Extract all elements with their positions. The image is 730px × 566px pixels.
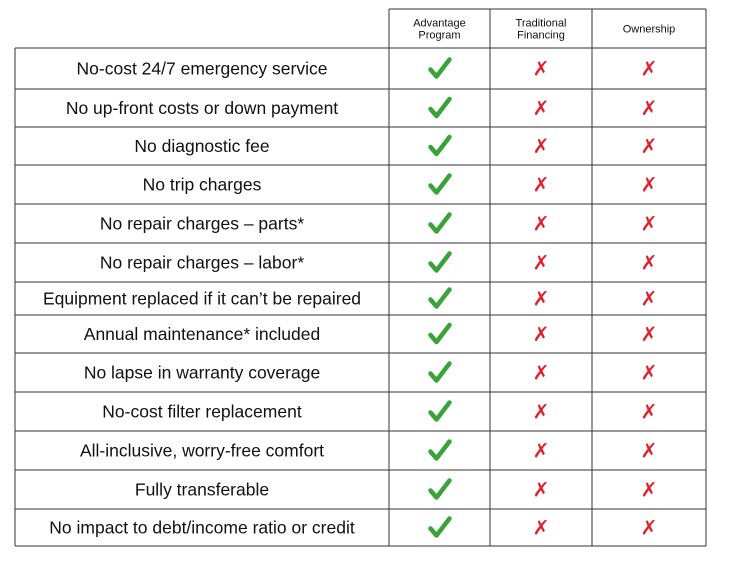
- table-row: [80, 439, 657, 463]
- feature-label: Fully transferable: [134, 479, 270, 500]
- cross-icon: ✗: [640, 360, 658, 385]
- check-icon: [431, 254, 450, 271]
- feature-label: No-cost 24/7 emergency service: [76, 58, 328, 79]
- cross-icon: ✗: [532, 172, 550, 197]
- column-header-label: Advantage: [413, 17, 466, 30]
- feature-label: No trip charges: [142, 174, 262, 195]
- check-icon: [431, 481, 450, 498]
- check-icon: [431, 99, 450, 116]
- cross-icon: ✗: [640, 134, 658, 158]
- feature-label: Annual maintenance* included: [83, 324, 321, 344]
- column-header-label: Traditional: [515, 17, 567, 30]
- check-icon: [431, 60, 450, 77]
- cross-icon: ✗: [532, 96, 550, 120]
- check-icon: [431, 403, 450, 420]
- check-icon: [431, 364, 450, 381]
- feature-label: No repair charges – labor*: [99, 252, 305, 273]
- check-icon: [431, 519, 450, 536]
- table-row: [66, 96, 658, 120]
- feature-label: Equipment replaced if it can’t be repaired: [42, 288, 362, 309]
- table-row: [49, 516, 657, 540]
- table-row: [135, 478, 658, 502]
- table-row: [84, 361, 658, 385]
- cross-icon: ✗: [640, 399, 658, 424]
- table-row: [100, 212, 658, 236]
- cross-icon: ✗: [640, 322, 658, 346]
- check-icon: [431, 137, 450, 154]
- feature-label: No repair charges – parts*: [99, 213, 305, 234]
- cross-icon: ✗: [640, 172, 658, 197]
- cross-icon: ✗: [640, 56, 658, 81]
- cross-icon: ✗: [640, 438, 658, 463]
- column-header-label: Program: [418, 29, 461, 42]
- column-header-label: Financing: [517, 29, 565, 42]
- check-icon: [431, 176, 450, 193]
- cross-icon: ✗: [532, 286, 550, 311]
- cross-icon: ✗: [640, 96, 658, 120]
- feature-label: No-cost filter replacement: [102, 401, 302, 422]
- table-row: [102, 400, 657, 424]
- check-icon: [431, 442, 450, 459]
- check-icon: [431, 290, 450, 307]
- column-header-label: Ownership: [622, 23, 676, 36]
- table-row: [134, 134, 657, 158]
- feature-label: No up-front costs or down payment: [65, 98, 339, 118]
- cross-icon: ✗: [532, 322, 550, 346]
- cross-icon: ✗: [640, 515, 658, 540]
- cross-icon: ✗: [532, 399, 550, 424]
- cross-icon: ✗: [640, 211, 658, 236]
- table-row: [84, 322, 658, 346]
- cross-icon: ✗: [532, 56, 550, 81]
- feature-label: No lapse in warranty coverage: [83, 362, 321, 383]
- feature-label: No diagnostic fee: [134, 136, 270, 156]
- cross-icon: ✗: [532, 250, 550, 275]
- cross-icon: ✗: [532, 515, 550, 540]
- cross-icon: ✗: [640, 477, 658, 502]
- cross-icon: ✗: [532, 211, 550, 236]
- table-row: [143, 173, 658, 197]
- cross-icon: ✗: [640, 286, 658, 311]
- cross-icon: ✗: [532, 438, 550, 463]
- feature-label: All-inclusive, worry-free comfort: [79, 440, 325, 461]
- cross-icon: ✗: [532, 360, 550, 385]
- cross-icon: ✗: [532, 477, 550, 502]
- table-row: [100, 251, 658, 275]
- feature-label: No impact to debt/income ratio or credit: [49, 517, 355, 538]
- table-row: [43, 287, 657, 311]
- cross-icon: ✗: [640, 250, 658, 275]
- check-icon: [431, 215, 450, 232]
- cross-icon: ✗: [532, 134, 550, 158]
- check-icon: [431, 325, 450, 342]
- table-row: [77, 57, 658, 81]
